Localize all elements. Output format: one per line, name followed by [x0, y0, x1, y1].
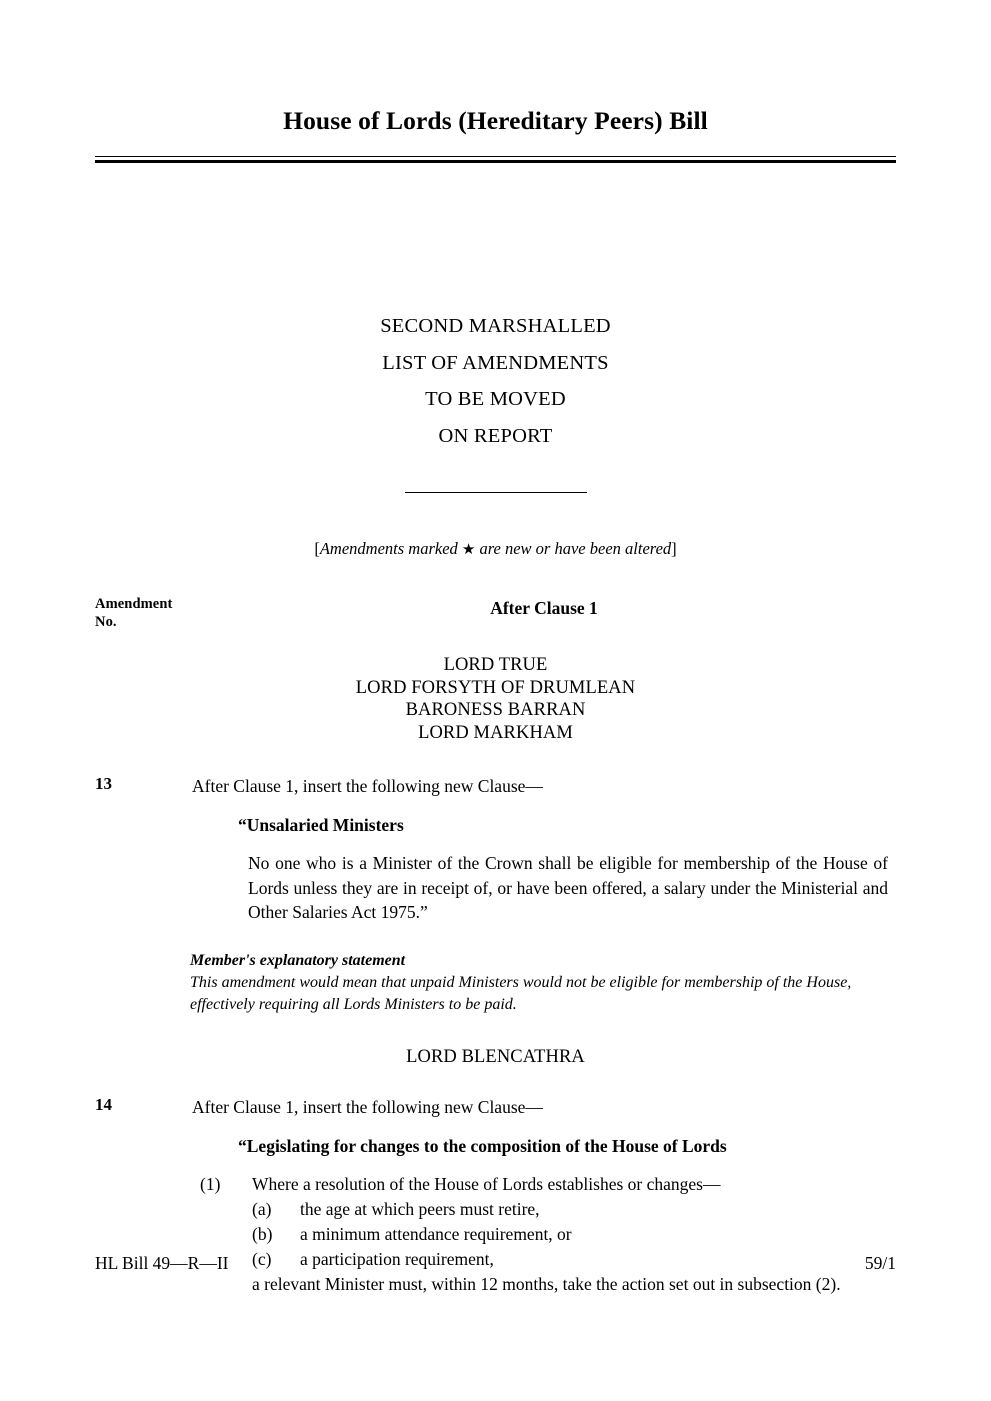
star-icon: ★: [461, 542, 476, 559]
note-open-bracket: [: [314, 539, 320, 559]
sponsor-name: LORD MARKHAM: [418, 722, 573, 743]
paragraph-label: (b): [252, 1224, 273, 1245]
note-text-before-star: Amendments marked: [319, 539, 462, 559]
amendment-clause-title: “Unsalaried Ministers: [238, 815, 404, 836]
paragraph-text: the age at which peers must retire,: [300, 1199, 540, 1220]
paragraph-text: a minimum attendance requirement, or: [300, 1224, 572, 1245]
amendment-no-line-1: Amendment: [95, 596, 173, 613]
amendment-no-line-2: No.: [95, 614, 117, 631]
amendment-number: 13: [95, 774, 112, 794]
separator-rule-wrap: [95, 483, 896, 501]
subsection-1: [200, 1172, 896, 1197]
sponsor-name: LORD BLENCATHRA: [406, 1046, 585, 1067]
column-header-row: [95, 595, 896, 637]
subsection-text: Where a resolution of the House of Lords establishes or changes—: [252, 1174, 721, 1195]
sponsor-list-2: [95, 1046, 896, 1069]
paragraph-b: [252, 1222, 896, 1247]
heading-line-3: TO BE MOVED: [425, 388, 566, 411]
sponsor-name: LORD TRUE: [443, 655, 548, 676]
clause-heading: After Clause 1: [490, 598, 598, 619]
title-rule-thick: [95, 160, 896, 163]
footer-bill-reference: HL Bill 49—R—II: [95, 1253, 229, 1273]
page-footer: [95, 1253, 896, 1274]
separator-rule: [405, 492, 587, 493]
amendment-intro: After Clause 1, insert the following new Clause—: [192, 776, 543, 797]
amendment-no-label: [95, 595, 172, 631]
paragraph-label: (a): [252, 1199, 272, 1220]
note-close-bracket: ]: [671, 539, 677, 559]
paragraph-a: [252, 1197, 896, 1222]
starred-amendments-note: [95, 539, 896, 559]
amendment-intro: After Clause 1, insert the following new Clause—: [192, 1097, 543, 1118]
subsection-tail-text: a relevant Minister must, within 12 months, take the action set out in subsection (2).: [252, 1274, 841, 1295]
paragraph-text: a participation requirement,: [300, 1249, 494, 1270]
paragraph-label: (c): [252, 1249, 272, 1270]
heading-line-1: SECOND MARSHALLED: [380, 315, 611, 338]
sponsor-list-1: [95, 654, 896, 744]
amendment-clause-title: “Legislating for changes to the composition of the House of Lords: [238, 1136, 727, 1157]
heading-line-4: ON REPORT: [438, 424, 553, 447]
amendment-number: 14: [95, 1095, 112, 1115]
amendment-entry-13: [95, 774, 896, 1016]
explanatory-statement-heading: Member's explanatory statement: [190, 951, 406, 969]
footer-page-number: 59/1: [864, 1253, 896, 1273]
page-title: House of Lords (Hereditary Peers) Bill: [283, 106, 708, 135]
heading-line-2: LIST OF AMENDMENTS: [382, 351, 609, 374]
sponsor-name: BARONESS BARRAN: [405, 700, 586, 721]
subsection-number: (1): [200, 1174, 221, 1195]
sponsor-name: LORD FORSYTH OF DRUMLEAN: [355, 677, 636, 698]
document-heading-block: [95, 308, 896, 454]
explanatory-statement-body: This amendment would mean that unpaid Ministers would not be eligible for membership of the House, effectively requiring all Lords Ministers to be paid.: [190, 973, 852, 1013]
amendment-clause-body: No one who is a Minister of the Crown shall be eligible for membership of the House of Lords unless they are in receipt of, or have been offered, a salary under the Ministerial and Other Salaries Act 1975.”: [248, 853, 888, 923]
title-double-rule: [95, 156, 896, 163]
note-text-after-star: are new or have been altered: [475, 539, 672, 559]
